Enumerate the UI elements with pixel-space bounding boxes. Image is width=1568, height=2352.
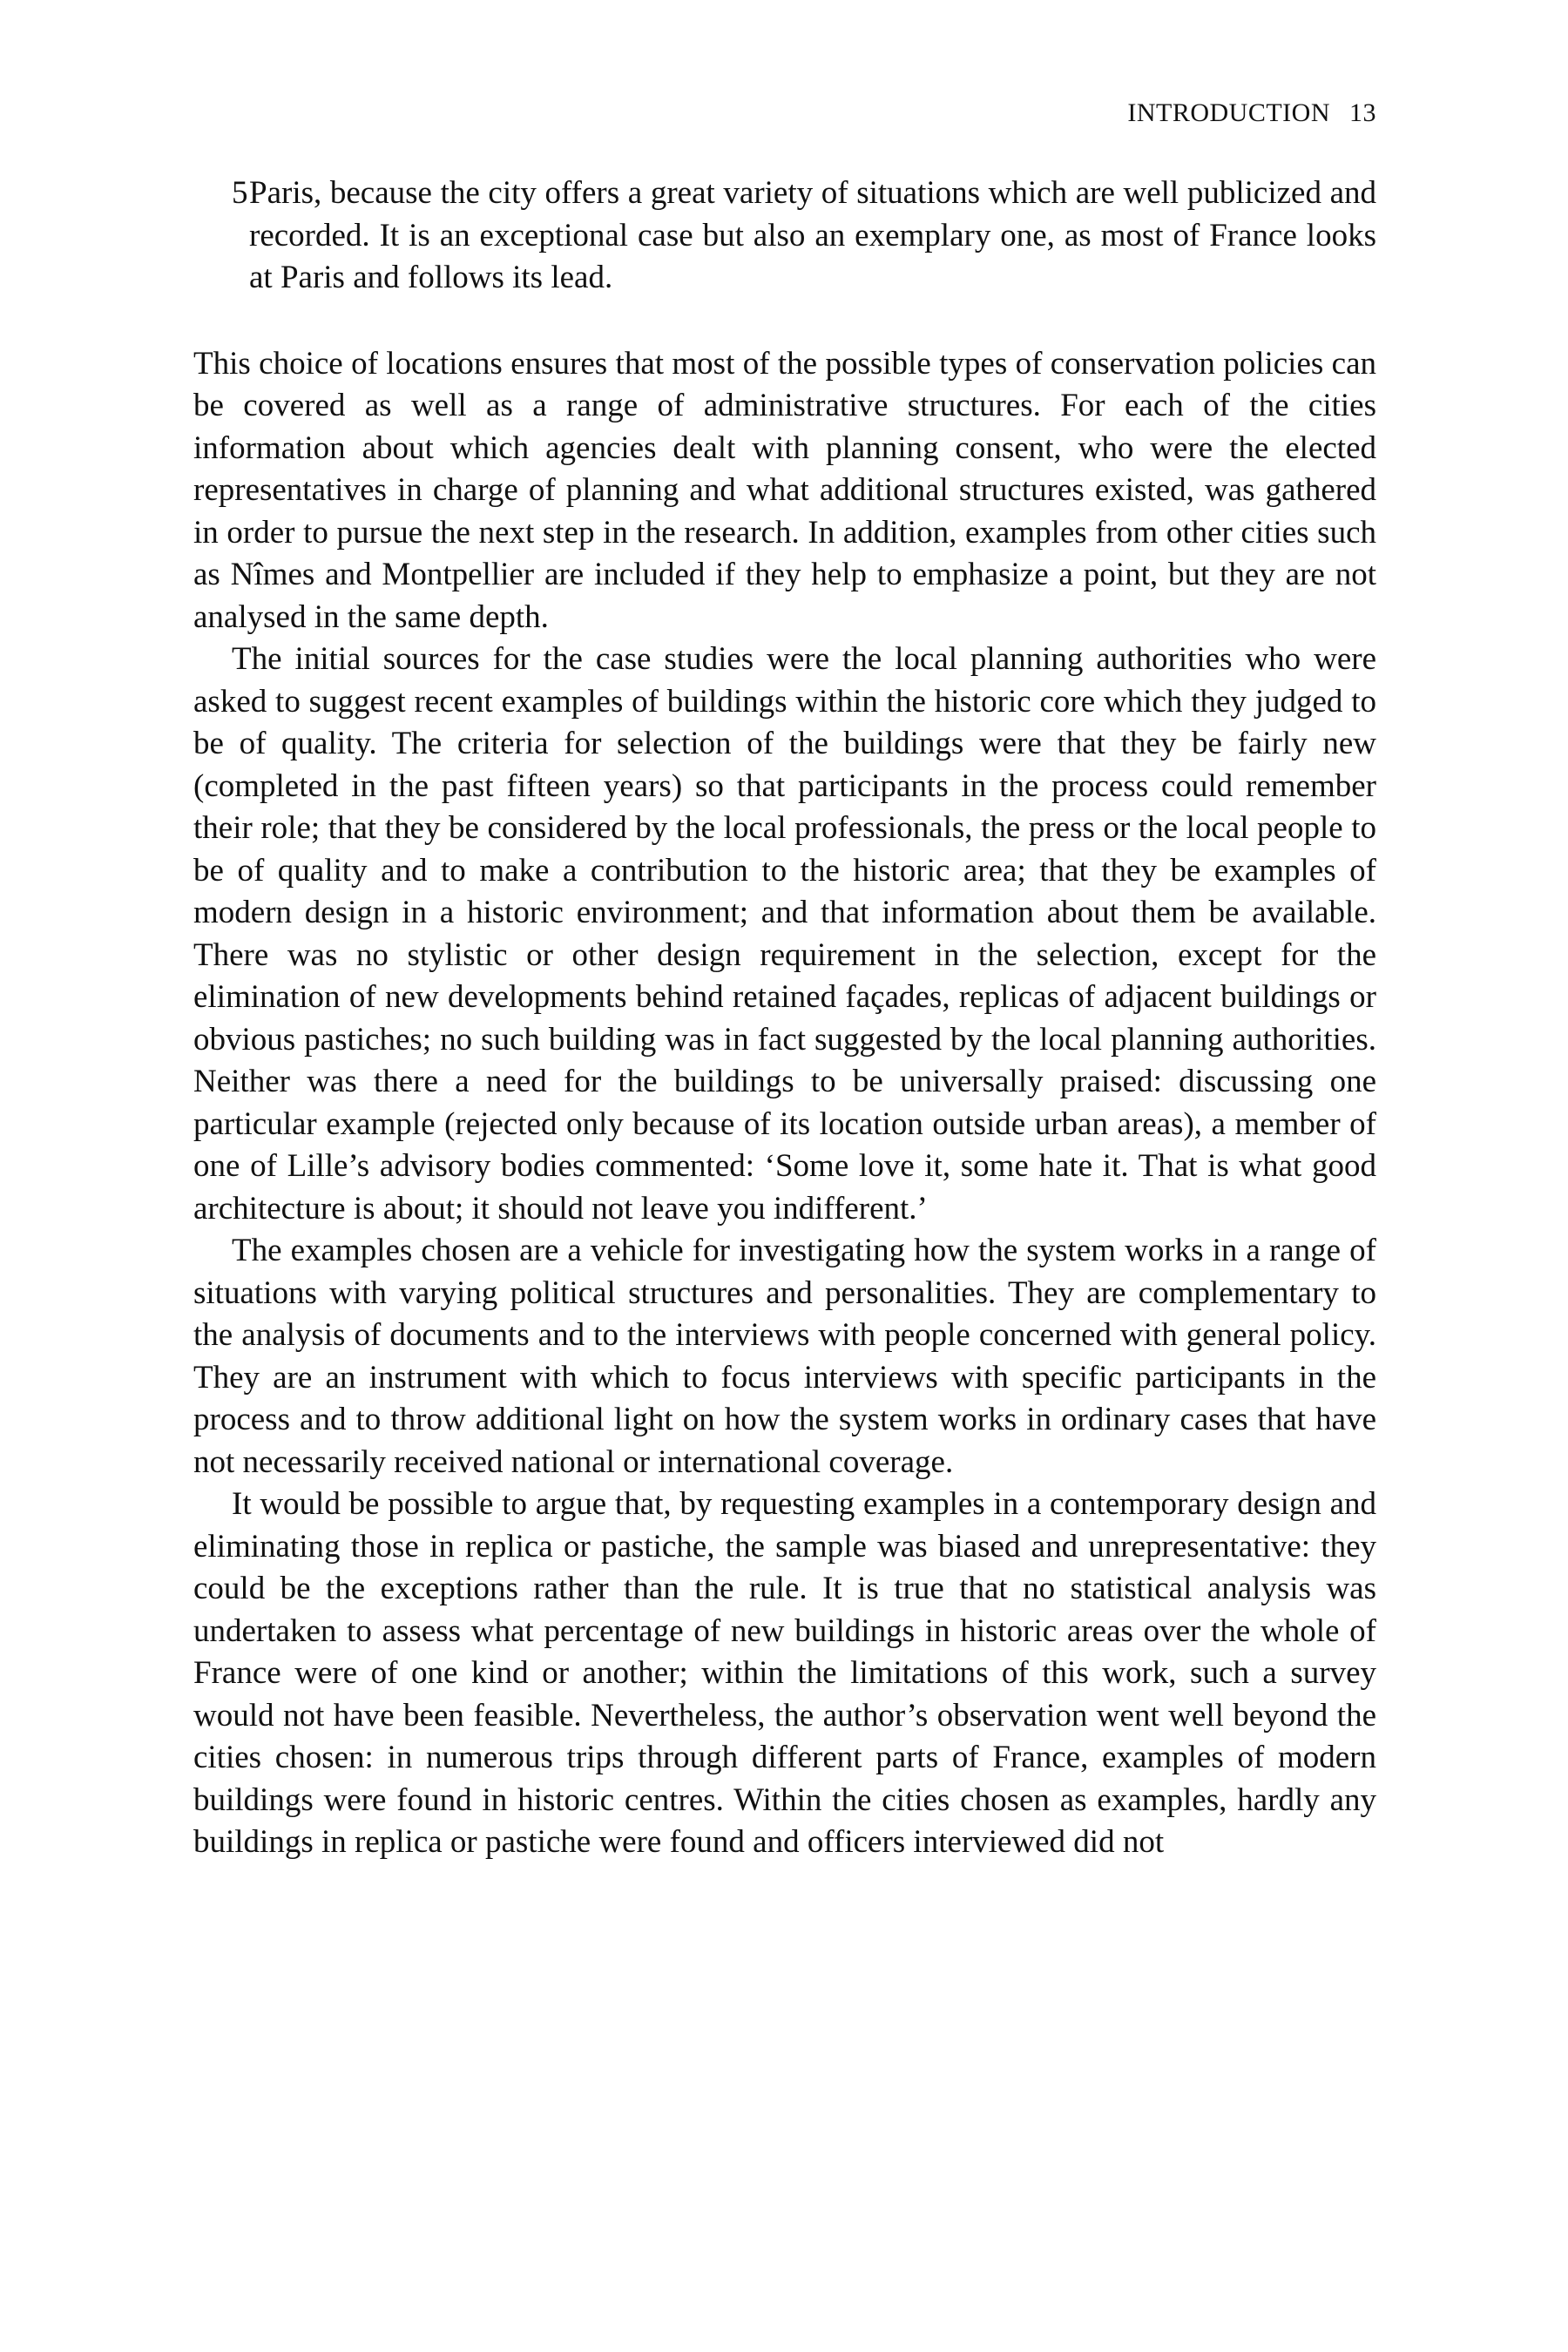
- list-item: [193, 172, 1376, 300]
- paragraph-3: The examples chosen are a vehicle for investigating how the system works in a range of situations with varying political structures and personalities. They are complementary to the analysis of documents and to the interviews with people concerned with general policy. They are an instrument with which to focus interviews with specific participants in the process and to throw additional light on how the system works in ordinary cases that have not necessarily received national or international coverage.: [193, 1233, 1376, 1480]
- list-item-number: 5: [232, 175, 248, 211]
- paragraph-4: It would be possible to argue that, by requesting examples in a contemporary design and eliminating those in replica or pastiche, the sample was biased and unrepresentative: they could be the exceptions rather than the rule. It is true that no statistical analysis was undertaken to assess what percentage of new buildings in historic areas over the whole of France were of one kind or another; within the limitations of this work, such a survey would not have been feasible. Nevertheless, the author’s observation went well beyond the cities chosen: in numerous trips through different parts of France, examples of modern buildings were found in historic centres. Within the cities chosen as examples, hardly any buildings in replica or pastiche were found and officers interviewed did not: [193, 1486, 1376, 1860]
- body-text: [193, 172, 1376, 1864]
- page-number: 13: [1349, 98, 1376, 127]
- paragraph-1: This choice of locations ensures that most of the possible types of conservation policies can be covered as well as a range of administrative structures. For each of the cities information about which agencies dealt with planning consent, who were the elected representatives in charge of planning and what additional structures existed, was gathered in order to pursue the next step in the research. In addition, examples from other cities such as Nîmes and Montpellier are included if they help to emphasize a point, but they are not analysed in the same depth.: [193, 345, 1376, 635]
- running-head: [193, 96, 1376, 131]
- running-title: INTRODUCTION: [1127, 98, 1330, 127]
- list-item-text: Paris, because the city offers a great variety of situations which are well publicized and recorded. It is an exceptional case but also an exemplary one, as most of France looks at Paris and follows its lead.: [249, 175, 1376, 295]
- paragraph-2: The initial sources for the case studies were the local planning authorities who were asked to suggest recent examples of buildings within the historic core which they judged to be of quality. The criteria for selection of the buildings were that they be fairly new (completed in the past fifteen years) so that participants in the process could remember their role; that they be considered by the local professionals, the press or the local people to be of quality and to make a contribution to the historic area; that they be examples of modern design in a historic environment; and that information about them be available. There was no stylistic or other design requirement in the selection, except for the elimination of new developments behind retained façades, replicas of adjacent buildings or obvious pastiches; no such building was in fact suggested by the local planning authorities. Neither was there a need for the buildings to be universally praised: discussing one particular example (rejected only because of its location outside urban areas), a member of one of Lille’s advisory bodies commented: ‘Some love it, some hate it. That is what good architecture is about; it should not leave you indifferent.’: [193, 641, 1376, 1227]
